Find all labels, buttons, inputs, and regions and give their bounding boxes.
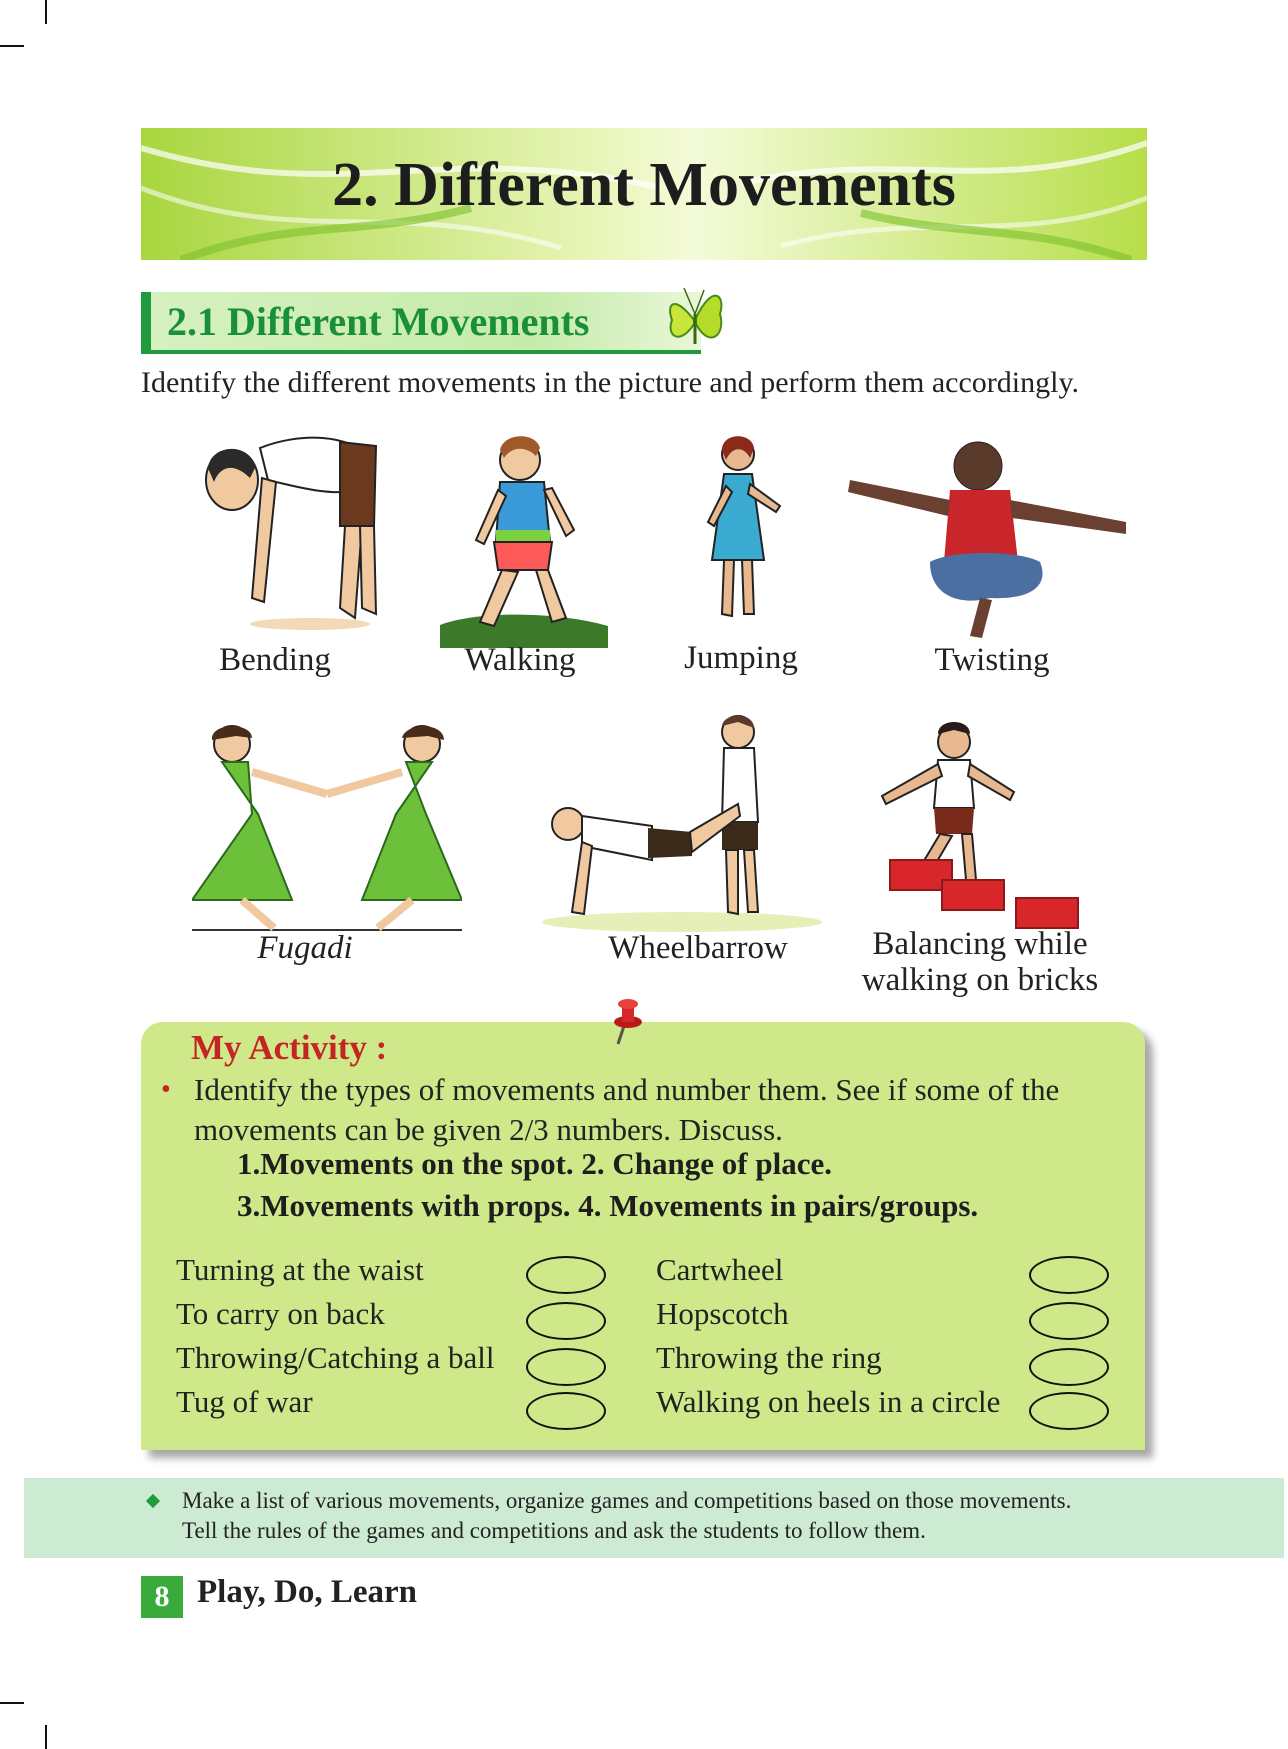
page-number-badge: 8 bbox=[141, 1576, 183, 1618]
wheelbarrow-picture bbox=[532, 712, 822, 934]
activity-item-cartwheel: Cartwheel bbox=[656, 1252, 784, 1287]
answer-oval-throwing-ring[interactable] bbox=[1029, 1348, 1109, 1386]
twisting-picture bbox=[840, 430, 1130, 642]
activity-item-throwing-catching-ball: Throwing/Catching a ball bbox=[176, 1340, 495, 1375]
crop-mark-bottom-left-h bbox=[0, 1702, 24, 1704]
chapter-banner bbox=[141, 128, 1147, 260]
answer-oval-throwing-catching-ball[interactable] bbox=[526, 1348, 606, 1386]
activity-bullet: • bbox=[161, 1074, 171, 1105]
movement-label-jumping: Jumping bbox=[684, 640, 798, 676]
note-text bbox=[182, 1486, 1182, 1546]
section-heading-text: 2.1 Different Movements bbox=[167, 299, 590, 344]
answer-oval-turning-at-waist[interactable] bbox=[526, 1256, 606, 1294]
butterfly-icon bbox=[664, 284, 726, 356]
movement-label-fugadi: Fugadi bbox=[257, 930, 353, 966]
answer-oval-cartwheel[interactable] bbox=[1029, 1256, 1109, 1294]
movement-label-wheelbarrow: Wheelbarrow bbox=[608, 930, 788, 966]
chapter-title: 2. Different Movements bbox=[332, 151, 956, 219]
movement-label-balancing-line2: walking on bricks bbox=[861, 962, 1099, 998]
activity-item-tug-of-war: Tug of war bbox=[176, 1384, 313, 1419]
bending-picture bbox=[190, 418, 380, 630]
answer-oval-walking-on-heels[interactable] bbox=[1029, 1392, 1109, 1430]
balancing-bricks-picture bbox=[872, 712, 1088, 932]
activity-categories-line1: 1.Movements on the spot. 2. Change of place. bbox=[237, 1146, 832, 1181]
answer-oval-carry-on-back[interactable] bbox=[526, 1302, 606, 1340]
jumping-picture bbox=[688, 430, 788, 630]
activity-item-walking-on-heels: Walking on heels in a circle bbox=[656, 1384, 1001, 1419]
answer-oval-hopscotch[interactable] bbox=[1029, 1302, 1109, 1340]
book-title: Play, Do, Learn bbox=[197, 1574, 417, 1610]
movement-label-twisting: Twisting bbox=[934, 642, 1050, 678]
movement-label-balancing-line1: Balancing while bbox=[872, 926, 1088, 962]
activity-item-turning-at-waist: Turning at the waist bbox=[176, 1252, 424, 1287]
fugadi-picture bbox=[192, 722, 462, 938]
section-heading bbox=[141, 292, 701, 354]
activity-categories-line2: 3.Movements with props. 4. Movements in pairs/groups. bbox=[237, 1188, 979, 1223]
teacher-note bbox=[24, 1478, 1284, 1558]
activity-instruction: Identify the types of movements and number them. See if some of the movements can be given 2/3 numbers. Discuss. bbox=[194, 1072, 1060, 1147]
activity-item-hopscotch: Hopscotch bbox=[656, 1296, 789, 1331]
answer-oval-tug-of-war[interactable] bbox=[526, 1392, 606, 1430]
note-line2: Tell the rules of the games and competitions and ask the students to follow them. bbox=[182, 1518, 926, 1543]
activity-item-carry-on-back: To carry on back bbox=[176, 1296, 385, 1331]
my-activity-box bbox=[141, 1022, 1145, 1450]
activity-title: My Activity : bbox=[191, 1028, 388, 1067]
intro-text: Identify the different movements in the picture and perform them accordingly. bbox=[141, 366, 1080, 399]
movement-label-walking: Walking bbox=[464, 642, 576, 678]
activity-item-throwing-ring: Throwing the ring bbox=[656, 1340, 882, 1375]
movement-label-balancing bbox=[840, 926, 1120, 998]
note-line1: Make a list of various movements, organize games and competitions based on those movements. bbox=[182, 1488, 1072, 1513]
walking-picture bbox=[440, 430, 608, 648]
pushpin-icon bbox=[608, 996, 644, 1046]
crop-mark-top-left-v bbox=[45, 0, 47, 24]
movement-label-bending: Bending bbox=[219, 642, 331, 678]
crop-mark-top-left-h bbox=[0, 45, 24, 47]
note-diamond-icon bbox=[146, 1494, 160, 1508]
crop-mark-bottom-left-v bbox=[45, 1725, 47, 1749]
